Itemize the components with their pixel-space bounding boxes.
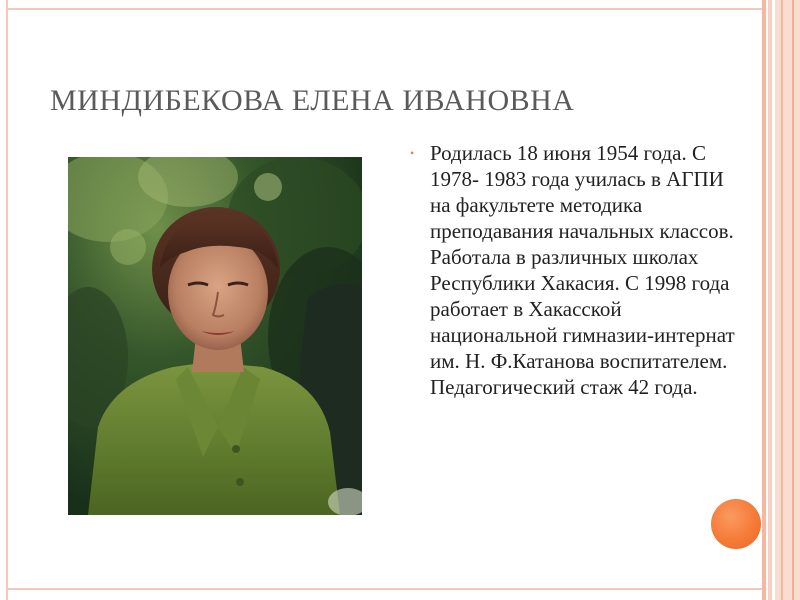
orange-circle-decoration [711, 499, 761, 549]
decor-stripe [768, 0, 772, 600]
portrait-photo [68, 157, 362, 515]
slide-title: МИНДИБЕКОВА ЕЛЕНА ИВАНОВНА [50, 84, 575, 117]
frame-line-left [6, 0, 8, 600]
bio-list [408, 140, 748, 400]
frame-line-bottom [6, 588, 762, 590]
decor-stripe [762, 0, 766, 600]
decor-stripe [781, 0, 783, 600]
decor-stripe [775, 0, 800, 600]
bio-text: Родилась 18 июня 1954 года. С 1978- 1983 года училась в АГПИ на факультете методика преподавания начальных классов. Работала в различных школах Республики Хакасия. С 1998 года работает в Хакасской национальной гимназии-интернат им. Н. Ф.Катанова воспитателем. Педагогический стаж 42 года. [430, 141, 735, 399]
bullet-dot-icon: • [410, 146, 415, 160]
list-item [408, 140, 748, 400]
frame-line-top [6, 8, 762, 10]
decor-stripe [792, 0, 794, 600]
